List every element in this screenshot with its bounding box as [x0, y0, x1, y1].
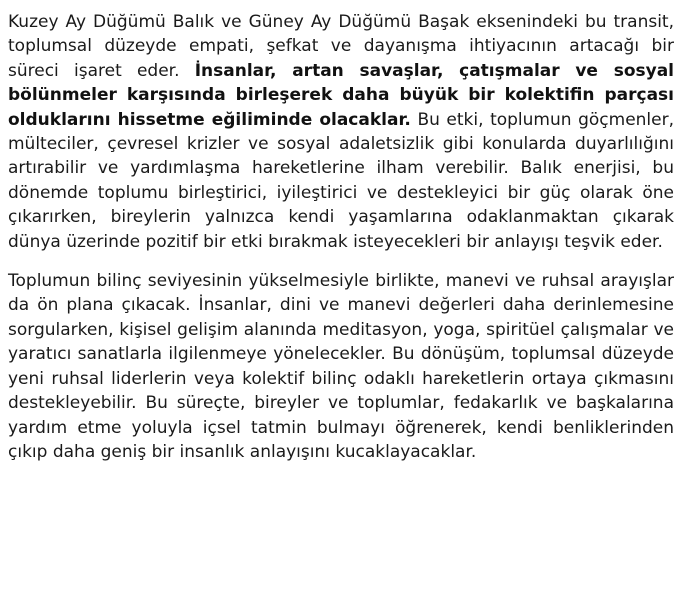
emphasized-text: İnsanlar, artan savaşlar, çatışmalar ve sosyal bölünmeler karşısında birleşerek daha büyük bir kolektifin parçası olduklarını hissetme eğiliminde olacaklar. [8, 60, 674, 130]
paragraph-transit-empathy [8, 10, 674, 254]
paragraph-spiritual-search [8, 269, 674, 464]
paragraph-tail-text: Bu etki, toplumun göçmenler, mülteciler, çevresel krizler ve sosyal adaletsizlik gibi konularda duyarlılığını artırabilir ve yardımlaşma hareketlerine ilham verebilir. Balık enerjisi, bu dönemde toplumu birleştirici, iyileştirici ve destekleyici bir güç olarak öne çıkarırken, bireylerin yalnızca kendi yaşamlarına odaklanmaktan çıkarak dünya üzerinde pozitif bir etki bırakmak isteyecekleri bir anlayışı teşvik eder. [8, 109, 675, 252]
paragraph-text: Toplumun bilinç seviyesinin yükselmesiyle birlikte, manevi ve ruhsal arayışlar da ön plana çıkacak. İnsanlar, dini ve manevi değerleri daha derinlemesine sorgularken, kişisel gelişim alanında meditasyon, yoga, spiritüel çalışmalar ve yaratıcı sanatlarla ilgilenmeye yönelecekler. Bu dönüşüm, toplumsal düzeyde yeni ruhsal liderlerin veya kolektif bilinç odaklı hareketlerin ortaya çıkmasını destekleyebilir. Bu süreçte, bireyler ve toplumlar, fedakarlık ve başkalarına yardım etme yoluyla içsel tatmin bulmayı öğrenerek, kendi benliklerinden çıkıp daha geniş bir insanlık anlayışını kucaklayacaklar. [8, 271, 674, 462]
article-body [8, 10, 674, 464]
paragraph-lead-text: Kuzey Ay Düğümü Balık ve Güney Ay Düğümü Başak eksenindeki bu transit, toplumsal düzeyde empati, şefkat ve dayanışma ihtiyacının artacağı bir süreci işaret eder. [8, 12, 674, 81]
